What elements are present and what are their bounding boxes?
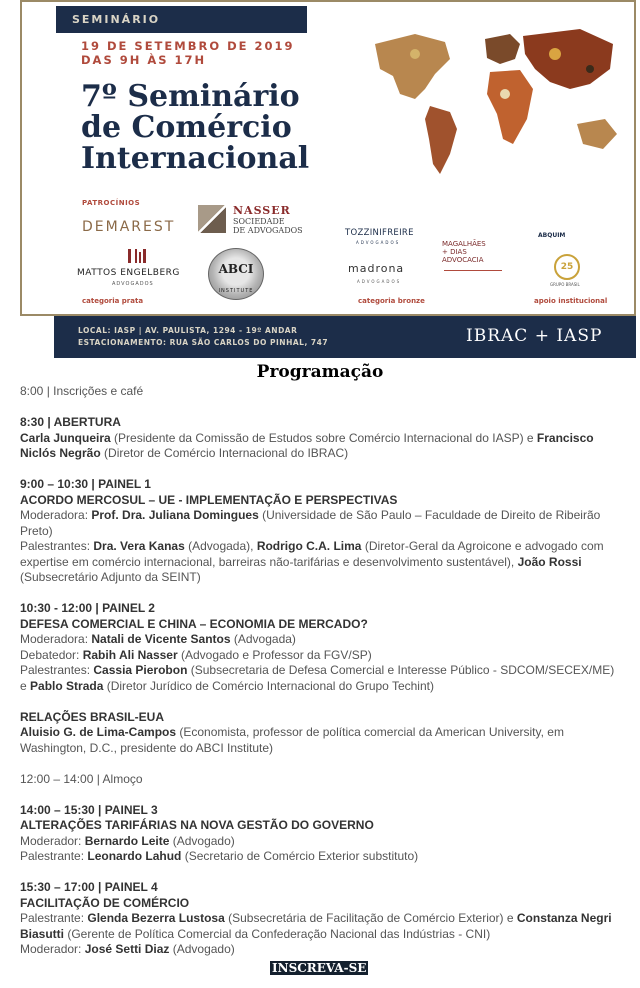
map-australia xyxy=(577,119,617,149)
grupo-brasil-subtitle: GRUPO BRASIL xyxy=(550,282,580,287)
speaker-name: Rabih Ali Nasser xyxy=(82,647,178,662)
speaker-name: Prof. Dra. Juliana Domingues xyxy=(91,508,259,522)
speaker-role: (Diretor de Comércio Internacional do IBRAC) xyxy=(100,446,349,460)
abci-institute-seal: ABCI xyxy=(208,248,264,300)
session-topic: DEFESA COMERCIAL E CHINA – ECONOMIA DE MERCADO? xyxy=(20,616,368,631)
session-heading: 8:30 | ABERTURA xyxy=(20,415,121,429)
speaker-role: (Subsecretária de Facilitação de Comércio Exterior) e xyxy=(224,911,517,925)
program-title: Programação xyxy=(256,362,384,382)
ibrac-iasp-logo: IBRAC + IASP xyxy=(466,326,603,346)
event-hours: DAS 9H ÀS 17H xyxy=(81,53,207,67)
speaker-role: (Advogado) xyxy=(169,942,235,956)
program-schedule xyxy=(20,384,620,973)
session-speakers xyxy=(20,911,620,942)
schedule-item-painel-1 xyxy=(20,477,620,586)
speaker-role: (Presidente da Comissão de Estudos sobre Comércio Internacional do IASP) e xyxy=(110,430,537,445)
nasser-sub-line: SOCIEDADE xyxy=(233,217,285,226)
speaker-name: Francisco Niclós Negrão xyxy=(20,430,594,460)
abci-institute-subtitle: INSTITUTE xyxy=(218,288,254,294)
session-debater xyxy=(20,648,620,664)
session-heading: RELAÇÕES BRASIL-EUA xyxy=(20,709,165,724)
speaker-name: Cassia Pierobon xyxy=(93,663,188,677)
role-label: Moderador: xyxy=(20,833,85,848)
nasser-logo-name: NASSER xyxy=(233,204,291,217)
role-label: Moderadora: xyxy=(20,632,92,646)
session-topic: ACORDO MERCOSUL – UE - IMPLEMENTAÇÃO E PERSPECTIVAS xyxy=(20,492,398,507)
grupo-brasil-seal: 25 xyxy=(554,254,580,280)
role-label: Moderador: xyxy=(20,942,85,956)
session-moderator xyxy=(20,632,620,648)
schedule-item-painel-2 xyxy=(20,601,620,694)
conjunction: e xyxy=(20,678,31,693)
speaker-name: Constanza Negri Biasutti xyxy=(20,911,612,941)
nasser-logo-icon xyxy=(198,205,226,233)
role-label: Moderadora: xyxy=(20,508,92,522)
mattos-engelberg-icon xyxy=(128,249,146,263)
magalhaes-line: MAGALHÃES xyxy=(442,240,486,248)
session-heading: 10:30 - 12:00 | PAINEL 2 xyxy=(20,601,155,615)
mattos-engelberg-logo: MATTOS ENGELBERG xyxy=(77,268,180,278)
speaker-name: Rodrigo C.A. Lima xyxy=(256,539,362,553)
map-spice-dot xyxy=(500,89,510,99)
speaker-name: Natali de Vicente Santos xyxy=(91,632,231,646)
magalhaes-line: ADVOCACIA xyxy=(442,256,484,264)
speaker-name: Carla Junqueira xyxy=(20,430,111,445)
speaker-role: (Universidade de São Paulo – Faculdade de Direito de Ribeirão Preto) xyxy=(20,508,601,538)
category-prata-label: categoria prata xyxy=(82,297,144,305)
schedule-item xyxy=(20,384,620,400)
session-moderator xyxy=(20,834,620,850)
session-speakers xyxy=(20,679,620,695)
magalhaes-dias-logo xyxy=(442,240,486,264)
role-label: Palestrantes: xyxy=(20,663,94,677)
session-speakers xyxy=(20,849,620,865)
session-moderator xyxy=(20,508,620,539)
lunch-time: 12:00 – 14:00 | Almoço xyxy=(20,771,143,786)
nasser-sub-line: DE ADVOGADOS xyxy=(233,226,303,235)
session-speakers xyxy=(20,663,620,679)
schedule-item-relacoes xyxy=(20,710,620,757)
session-speakers xyxy=(20,725,620,756)
map-spice-dot xyxy=(586,65,594,73)
abquim-logo: ABQUIM xyxy=(538,232,566,239)
session-heading: 9:00 – 10:30 | PAINEL 1 xyxy=(20,477,151,491)
tozzinifreire-subtitle: ADVOGADOS xyxy=(356,240,401,245)
speaker-role: (Advogado e Professor da FGV/SP) xyxy=(177,647,372,662)
title-line-3: Internacional xyxy=(81,141,310,176)
seminar-tag: SEMINÁRIO xyxy=(56,6,307,33)
category-bronze-label: categoria bronze xyxy=(358,297,425,305)
speaker-role: (Economista, professor de política comercial da American University, em Washington, D.C., presidente do ABCI Institute) xyxy=(20,725,564,755)
world-map-icon xyxy=(355,14,625,184)
schedule-item-painel-4 xyxy=(20,880,620,958)
title-line-2: de Comércio xyxy=(81,110,292,145)
title-line-1: 7º Seminário xyxy=(81,79,300,114)
map-europe xyxy=(485,34,520,64)
schedule-item-lunch xyxy=(20,772,620,788)
session-speakers xyxy=(20,539,620,586)
session-speakers xyxy=(20,431,620,462)
map-spice-dot xyxy=(410,49,420,59)
sponsors-label: PATROCÍNIOS xyxy=(82,199,141,207)
nasser-logo-subtitle xyxy=(233,217,303,235)
session-moderator xyxy=(20,942,620,958)
venue-bar xyxy=(54,316,636,358)
speaker-name: Leonardo Lahud xyxy=(87,849,182,863)
speaker-role: (Subsecretaria de Defesa Comercial e Interesse Público - SDCOM/SECEX/ME) xyxy=(187,663,615,677)
schedule-item-painel-3 xyxy=(20,803,620,865)
speaker-role: (Gerente de Política Comercial da Confederação Nacional das Indústrias - CNI) xyxy=(64,926,491,941)
session-heading: 15:30 – 17:00 | PAINEL 4 xyxy=(20,880,158,894)
magalhaes-line: + DIAS xyxy=(442,248,467,256)
role-label: Debatedor: xyxy=(20,647,83,662)
speaker-role: (Diretor Jurídico de Comércio Internacional do Grupo Techint) xyxy=(103,678,434,693)
demarest-logo: DEMAREST xyxy=(82,219,176,235)
venue-info xyxy=(78,325,328,349)
tozzinifreire-logo: TOZZINIFREIRE xyxy=(345,228,414,238)
speaker-role: (Advogada) xyxy=(230,632,296,646)
session-heading: 14:00 – 15:30 | PAINEL 3 xyxy=(20,802,158,817)
role-label: Palestrante: xyxy=(20,911,88,925)
madrona-subtitle: ADVOGADOS xyxy=(357,279,402,284)
role-label: Palestrantes: xyxy=(20,539,94,553)
speaker-name: João Rossi xyxy=(517,554,582,569)
speaker-name: Pablo Strada xyxy=(30,678,104,693)
schedule-item-abertura xyxy=(20,415,620,462)
map-asia xyxy=(523,29,613,89)
venue-address: LOCAL: IASP | AV. PAULISTA, 1294 - 19º ANDAR xyxy=(78,326,298,335)
session-topic: ALTERAÇÕES TARIFÁRIAS NA NOVA GESTÃO DO GOVERNO xyxy=(20,818,374,832)
magalhaes-underline xyxy=(444,270,502,271)
speaker-role: (Subsecretário Adjunto da SEINT) xyxy=(20,570,201,584)
role-label: Palestrante: xyxy=(20,849,88,863)
mattos-engelberg-subtitle: ADVOGADOS xyxy=(112,281,154,287)
speaker-role: (Secretario de Comércio Exterior substituto) xyxy=(181,849,419,863)
apoio-institucional-label: apoio institucional xyxy=(534,297,608,305)
event-banner xyxy=(20,0,636,360)
session-topic: FACILITAÇÃO DE COMÉRCIO xyxy=(20,895,190,910)
speaker-role: (Advogado) xyxy=(169,833,235,848)
speaker-role: (Advogada), xyxy=(184,539,257,553)
speaker-name: Bernardo Leite xyxy=(84,833,170,848)
speaker-name: Aluisio G. de Lima-Campos xyxy=(20,725,177,739)
map-spice-dot xyxy=(549,48,561,60)
venue-parking: ESTACIONAMENTO: RUA SÃO CARLOS DO PINHAL, 747 xyxy=(78,338,329,347)
map-africa xyxy=(487,70,533,144)
banner-frame xyxy=(20,0,636,316)
opening-time: 8:00 | Inscrições e café xyxy=(20,384,144,398)
event-date: 19 DE SETEMBRO DE 2019 xyxy=(81,39,295,53)
speaker-name: José Setti Diaz xyxy=(84,942,170,956)
madrona-logo: madrona xyxy=(348,262,405,275)
map-north-america xyxy=(375,34,450,99)
speaker-name: Dra. Vera Kanas xyxy=(93,539,185,553)
seminar-title xyxy=(81,81,361,174)
map-south-america xyxy=(425,106,457,174)
subscribe-button[interactable]: INSCREVA-SE xyxy=(272,961,367,975)
speaker-role: (Diretor-Geral da Agroicone e advogado com expertise em comércio internacional, barreiras não-tarifárias e desenvolvimento sustentável), xyxy=(20,539,604,569)
speaker-name: Glenda Bezerra Lustosa xyxy=(87,911,225,925)
